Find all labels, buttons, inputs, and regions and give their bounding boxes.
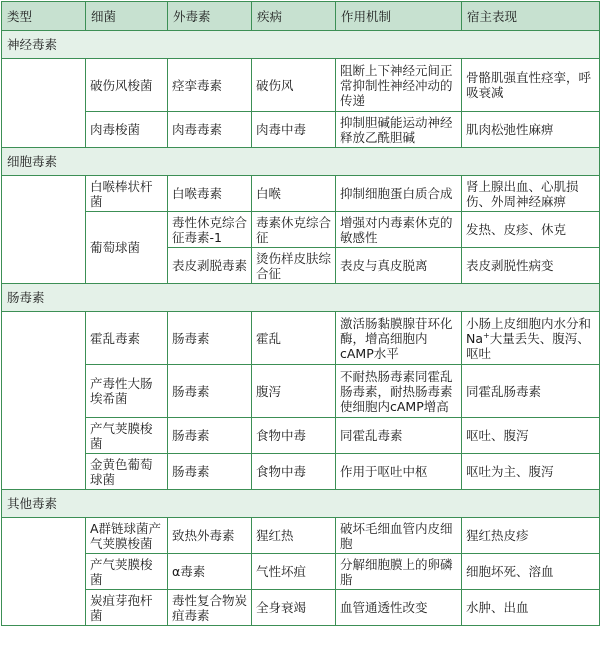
bacteria-cell: 产气荚膜梭菌 xyxy=(86,418,168,454)
bacteria-cell: 金黄色葡萄球菌 xyxy=(86,454,168,490)
mechanism-cell: 血管通透性改变 xyxy=(336,590,462,626)
bacteria-cell: 肉毒梭菌 xyxy=(86,112,168,148)
disease-cell: 霍乱 xyxy=(252,312,336,365)
table-row xyxy=(2,418,600,454)
manifestation-text-cont: 大量丢失、腹泻、呕吐 xyxy=(466,330,590,361)
superscript-plus: + xyxy=(483,330,490,340)
mechanism-cell: 抑制胆碱能运动神经释放乙酰胆碱 xyxy=(336,112,462,148)
mechanism-cell: 破坏毛细血管内皮细胞 xyxy=(336,518,462,554)
manifestation-cell: 骨骼肌强直性痉挛，呼吸衰减 xyxy=(462,59,600,112)
manifestation-cell: 猩红热皮疹 xyxy=(462,518,600,554)
table-row xyxy=(2,312,600,365)
toxin-cell: 表皮剥脱毒素 xyxy=(168,248,252,284)
toxin-cell: 白喉毒素 xyxy=(168,176,252,212)
disease-cell: 破伤风 xyxy=(252,59,336,112)
manifestation-cell: 同霍乱肠毒素 xyxy=(462,365,600,418)
mechanism-cell: 阻断上下神经元间正常抑制性神经冲动的传递 xyxy=(336,59,462,112)
bacteria-cell: 破伤风梭菌 xyxy=(86,59,168,112)
mechanism-cell: 激活肠黏膜腺苷环化酶，增高细胞内cAMP水平 xyxy=(336,312,462,365)
toxin-cell: 肉毒毒素 xyxy=(168,112,252,148)
toxin-cell: 痉挛毒素 xyxy=(168,59,252,112)
mechanism-cell: 同霍乱毒素 xyxy=(336,418,462,454)
mechanism-cell: 作用于呕吐中枢 xyxy=(336,454,462,490)
toxin-cell: 肠毒素 xyxy=(168,418,252,454)
disease-cell: 烫伤样皮肤综合征 xyxy=(252,248,336,284)
table-row xyxy=(2,112,600,148)
disease-cell: 食物中毒 xyxy=(252,454,336,490)
disease-cell: 猩红热 xyxy=(252,518,336,554)
toxin-cell: α毒素 xyxy=(168,554,252,590)
section-title: 神经毒素 xyxy=(2,31,600,59)
section-title: 肠毒素 xyxy=(2,284,600,312)
section-row-enterotoxin xyxy=(2,284,600,312)
manifestation-cell: 肌肉松弛性麻痹 xyxy=(462,112,600,148)
disease-cell: 白喉 xyxy=(252,176,336,212)
toxin-cell: 肠毒素 xyxy=(168,312,252,365)
manifestation-cell: 发热、皮疹、休克 xyxy=(462,212,600,248)
table-row xyxy=(2,454,600,490)
section-row-other xyxy=(2,490,600,518)
toxin-cell: 肠毒素 xyxy=(168,454,252,490)
type-cell xyxy=(2,518,86,626)
bacteria-cell: A群链球菌产气荚膜梭菌 xyxy=(86,518,168,554)
mechanism-cell: 不耐热肠毒素同霍乱肠毒素，耐热肠毒素使细胞内cAMP增高 xyxy=(336,365,462,418)
manifestation-cell: 细胞坏死、溶血 xyxy=(462,554,600,590)
table-row xyxy=(2,365,600,418)
section-row-neurotoxin xyxy=(2,31,600,59)
type-cell xyxy=(2,312,86,490)
bacteria-cell: 炭疽芽孢杆菌 xyxy=(86,590,168,626)
header-mechanism: 作用机制 xyxy=(336,2,462,31)
mechanism-cell: 表皮与真皮脱离 xyxy=(336,248,462,284)
bacteria-cell: 产毒性大肠埃希菌 xyxy=(86,365,168,418)
bacteria-cell: 产气荚膜梭菌 xyxy=(86,554,168,590)
type-cell xyxy=(2,59,86,148)
table-row xyxy=(2,59,600,112)
disease-cell: 腹泻 xyxy=(252,365,336,418)
bacteria-cell: 葡萄球菌 xyxy=(86,212,168,284)
mechanism-cell: 增强对内毒素休克的敏感性 xyxy=(336,212,462,248)
manifestation-cell: 肾上腺出血、心肌损伤、外周神经麻痹 xyxy=(462,176,600,212)
header-manifestation: 宿主表现 xyxy=(462,2,600,31)
header-row xyxy=(2,2,600,31)
header-bacteria: 细菌 xyxy=(86,2,168,31)
manifestation-text: 小肠上皮细胞内水分和Na xyxy=(466,315,592,346)
toxin-cell: 肠毒素 xyxy=(168,365,252,418)
mechanism-cell: 分解细胞膜上的卵磷脂 xyxy=(336,554,462,590)
table-row xyxy=(2,212,600,248)
toxin-cell: 毒性复合物炭疽毒素 xyxy=(168,590,252,626)
bacteria-cell: 白喉棒状杆菌 xyxy=(86,176,168,212)
table-row xyxy=(2,554,600,590)
manifestation-cell: 表皮剥脱性病变 xyxy=(462,248,600,284)
type-cell xyxy=(2,176,86,284)
toxin-cell: 致热外毒素 xyxy=(168,518,252,554)
section-row-cytotoxin xyxy=(2,148,600,176)
section-title: 细胞毒素 xyxy=(2,148,600,176)
disease-cell: 食物中毒 xyxy=(252,418,336,454)
table-row xyxy=(2,590,600,626)
disease-cell: 气性坏疽 xyxy=(252,554,336,590)
section-title: 其他毒素 xyxy=(2,490,600,518)
bacteria-cell: 霍乱毒素 xyxy=(86,312,168,365)
manifestation-cell: 水肿、出血 xyxy=(462,590,600,626)
exotoxin-table xyxy=(1,1,600,626)
disease-cell: 全身衰竭 xyxy=(252,590,336,626)
table-row xyxy=(2,176,600,212)
header-disease: 疾病 xyxy=(252,2,336,31)
manifestation-cell: 呕吐、腹泻 xyxy=(462,418,600,454)
header-type: 类型 xyxy=(2,2,86,31)
table-row xyxy=(2,518,600,554)
toxin-cell: 毒性休克综合征毒素-1 xyxy=(168,212,252,248)
header-toxin: 外毒素 xyxy=(168,2,252,31)
manifestation-cell xyxy=(462,312,600,365)
disease-cell: 毒素休克综合征 xyxy=(252,212,336,248)
disease-cell: 肉毒中毒 xyxy=(252,112,336,148)
manifestation-cell: 呕吐为主、腹泻 xyxy=(462,454,600,490)
mechanism-cell: 抑制细胞蛋白质合成 xyxy=(336,176,462,212)
